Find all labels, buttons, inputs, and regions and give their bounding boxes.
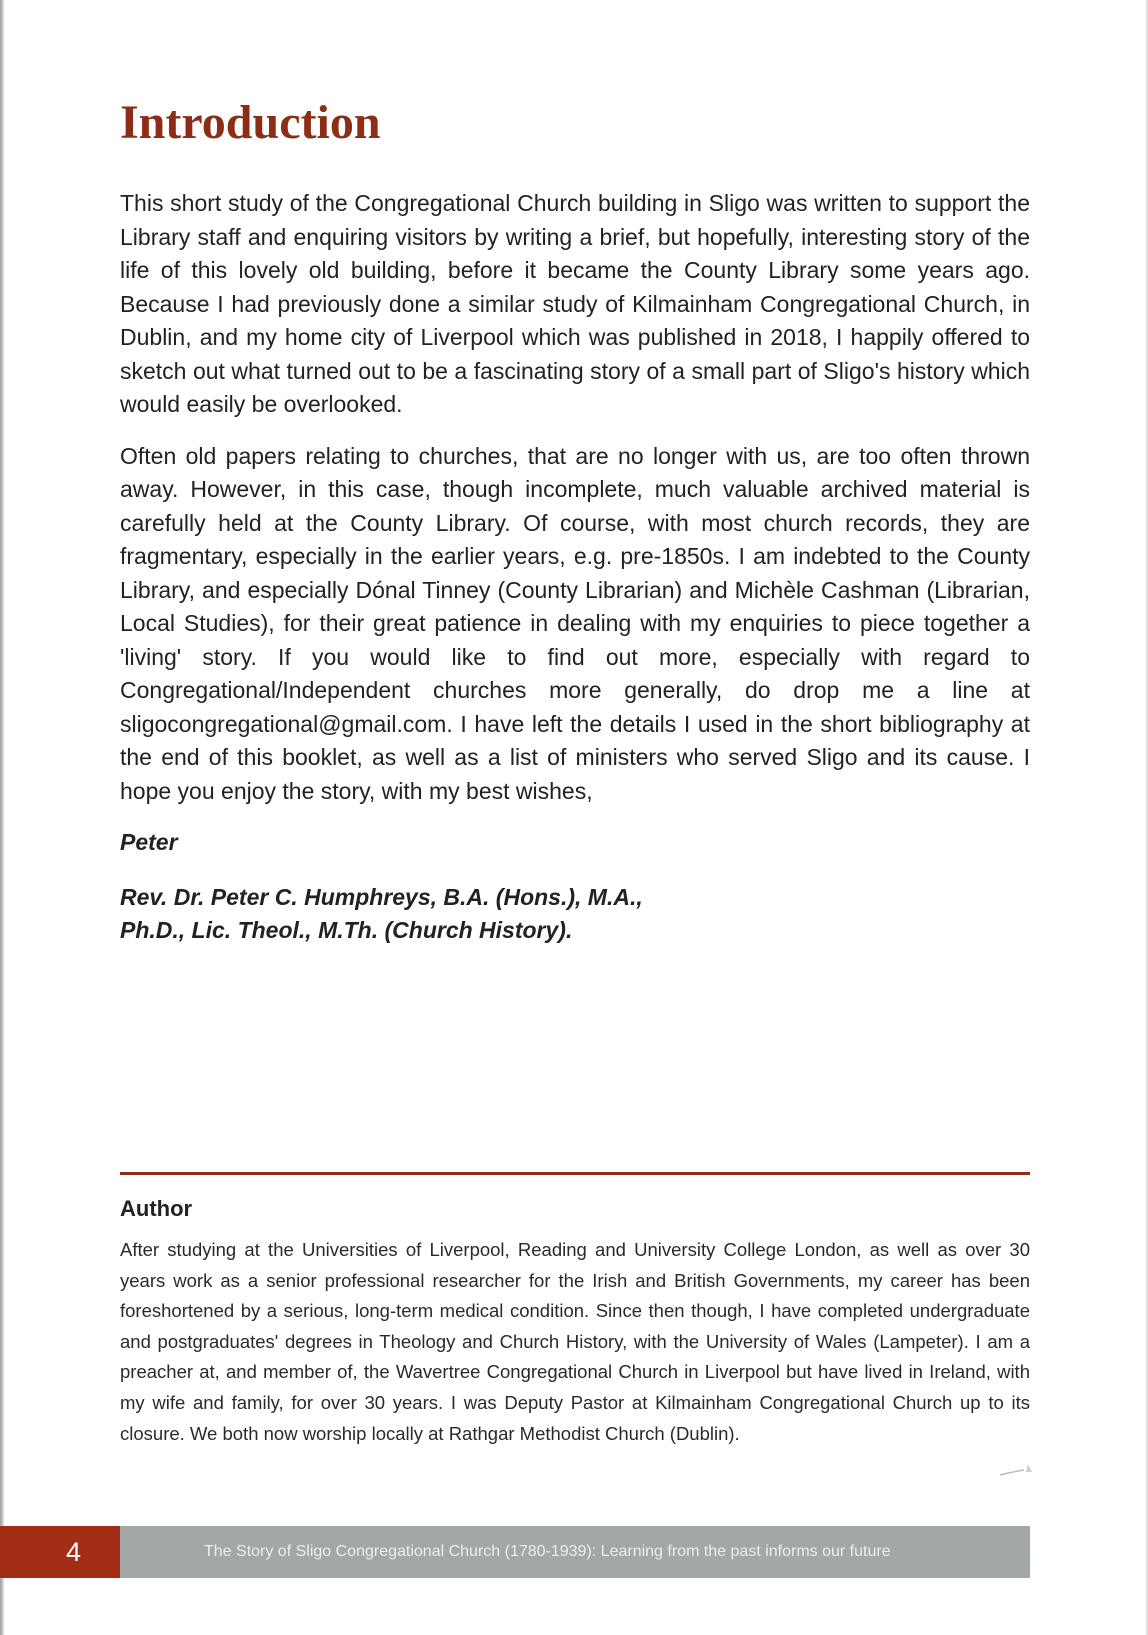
section-divider [120, 1172, 1030, 1175]
author-heading: Author [120, 1196, 193, 1221]
page-footer [0, 1526, 1030, 1578]
author-section [120, 1172, 1030, 1449]
page-title: Introduction [120, 96, 381, 149]
credentials-line-2: Ph.D., Lic. Theol., M.Th. (Church History). [120, 917, 573, 943]
page-number: 4 [0, 1526, 120, 1578]
author-bio: After studying at the Universities of Liverpool, Reading and University College London, as well as over 30 years work as a senior professional researcher for the Irish and British Governments, my career has been foreshortened by a serious, long-term medical condition. Since then though, I have completed undergraduate and postgraduates' degrees in Theology and Church History, with the University of Wales (Lampeter). I am a preacher at, and member of, the Wavertree Congregational Church in Liverpool but have lived in Ireland, with my wife and family, for over 30 years. I was Deputy Pastor at Kilmainham Congregational Church up to its closure. We both now worship locally at Rathgar Methodist Church (Dublin). [120, 1239, 1030, 1444]
intro-paragraph-1: This short study of the Congregational Church building in Sligo was written to support the Library staff and enquiring visitors by writing a brief, but hopefully, interesting story of the life of this lovely old building, before it became the County Library some years ago. Because I had previously done a similar study of Kilmainham Congregational Church, in Dublin, and my home city of Liverpool which was published in 2018, I happily offered to sketch out what turned out to be a fascinating story of a small part of Sligo's history which would easily be overlooked. [120, 190, 1030, 417]
scan-smudge-icon [998, 1460, 1038, 1478]
running-title: The Story of Sligo Congregational Church (1780-1939): Learning from the past informs our future [120, 1526, 1030, 1578]
signature: Peter [120, 829, 178, 855]
intro-paragraph-2: Often old papers relating to churches, that are no longer with us, are too often thrown away. However, in this case, though incomplete, much valuable archived material is carefully held at the County Library. Of course, with most church records, they are fragmentary, especially in the earlier years, e.g. pre-1850s. I am indebted to the County Library, and especially Dónal Tinney (County Librarian) and Michèle Cashman (Librarian, Local Studies), for their great patience in dealing with my enquiries to piece together a 'living' story. If you would like to find out more, especially with regard to Congregational/Independent churches more generally, do drop me a line at sligocongregational@gmail.com. I have left the details I used in the short bibliography at the end of this booklet, as well as a list of ministers who served Sligo and its cause. I hope you enjoy the story, with my best wishes, [120, 442, 1030, 804]
page-edge-left [0, 0, 4, 1635]
main-content [120, 95, 1030, 947]
credentials-line-1: Rev. Dr. Peter C. Humphreys, B.A. (Hons.), M.A., [120, 884, 643, 910]
author-credentials [120, 881, 1030, 947]
